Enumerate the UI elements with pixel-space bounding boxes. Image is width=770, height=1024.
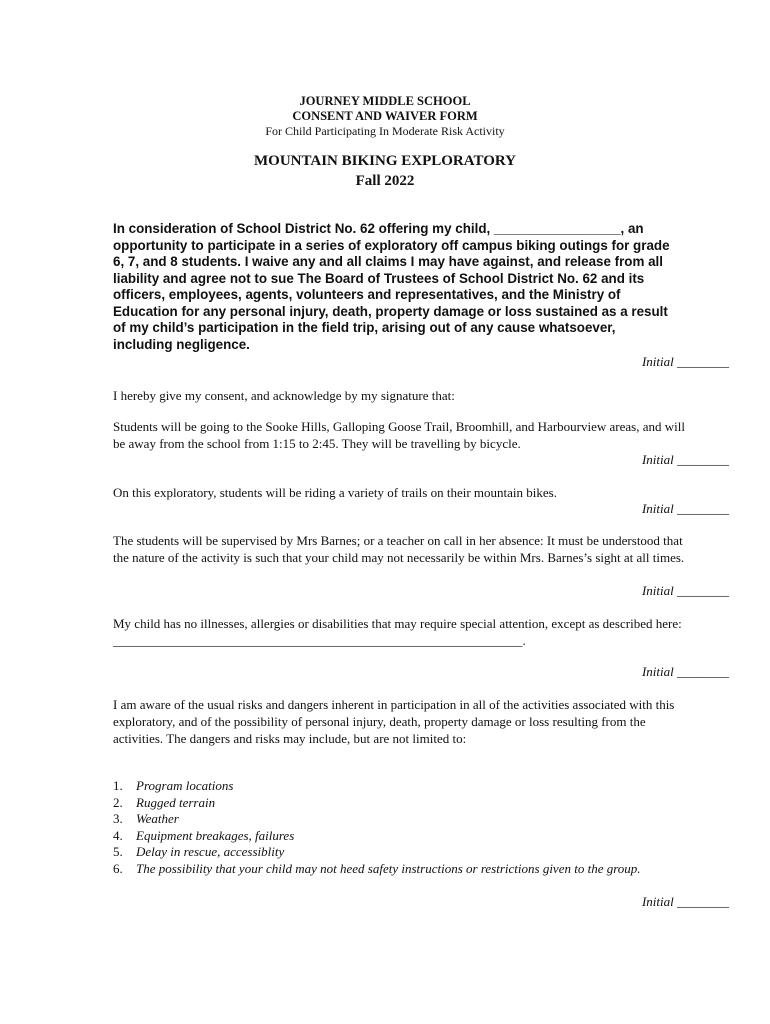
initial-line-4[interactable]: Initial ________: [641, 583, 729, 598]
list-item-number: 4.: [113, 827, 123, 843]
list-item: [113, 778, 653, 795]
activity-title: MOUNTAIN BIKING EXPLORATORY: [254, 153, 516, 169]
initial-line-6[interactable]: Initial ________: [641, 894, 729, 909]
list-item-number: 6.: [113, 860, 123, 876]
list-item-text: Weather: [136, 811, 179, 826]
list-item-text: Equipment breakages, failures: [136, 827, 295, 843]
consent-statement: I hereby give my consent, and acknowledge by my signature that:: [113, 388, 455, 403]
paragraph-trails: On this exploratory, students will be riding a variety of trails on their mountain bikes.: [113, 485, 557, 500]
initial-line-2[interactable]: Initial ________: [641, 452, 729, 467]
waiver-intro-paragraph: In consideration of School District No. 62 offering my child, _________________, an opportunity to participate in a series of exploratory off campus biking outings for grade 6, 7, and 8 students. I waive any and all claims I may have against, and release from all liability and agree not to sue The Board of Trustees of School District No. 62 and its officers, employees, agents, volunteers and representatives, and the Ministry of Education for any personal injury, death, property damage or loss sustained as a result of my child’s participation in the field trip, arising out of any cause whatsoever, including negligence.: [113, 221, 670, 352]
list-item-number: 5.: [113, 844, 123, 859]
list-item-text: Delay in rescue, accessiblity: [136, 844, 285, 859]
list-item-text: Rugged terrain: [136, 794, 216, 810]
paragraph-locations: Students will be going to the Sooke Hills, Galloping Goose Trail, Broomhill, and Harbourview areas, and will be away from the school from 1:15 to 2:45. They will be travelling by bicycle.: [113, 419, 685, 451]
initial-line-3[interactable]: Initial ________: [641, 501, 729, 516]
list-item-text: The possibility that your child may not heed safety instructions or restrictions given to the group.: [136, 860, 641, 876]
list-item: [113, 828, 653, 845]
form-subtitle: For Child Participating In Moderate Risk Activity: [265, 124, 505, 138]
initial-line-1[interactable]: Initial ________: [641, 354, 729, 369]
term-label: Fall 2022: [355, 173, 415, 189]
initial-line-5[interactable]: Initial ________: [641, 664, 729, 679]
list-item: [113, 795, 653, 812]
list-item: [113, 861, 653, 878]
list-item-text: Program locations: [136, 778, 234, 793]
list-item-number: 2.: [113, 794, 123, 810]
school-name: JOURNEY MIDDLE SCHOOL: [299, 94, 471, 108]
list-item: [113, 811, 653, 828]
list-item-number: 3.: [113, 811, 123, 826]
form-title: CONSENT AND WAIVER FORM: [292, 109, 478, 123]
list-item: [113, 844, 653, 861]
paragraph-supervision: The students will be supervised by Mrs Barnes; or a teacher on call in her absence: It must be understood that the nature of the activity is such that your child may not necessarily be within Mrs. Barnes’s sight at all times.: [113, 533, 685, 565]
paragraph-risks: I am aware of the usual risks and dangers inherent in participation in all of the activities associated with this exploratory, and of the possibility of personal injury, death, property damage or loss resulting from the activities. The dangers and risks may include, but are not limited to:: [113, 697, 675, 746]
list-item-number: 1.: [113, 778, 123, 793]
paragraph-medical: My child has no illnesses, allergies or disabilities that may require special attention, except as described here: _______________________________________________________________.: [113, 616, 682, 648]
risk-list: [113, 778, 653, 877]
